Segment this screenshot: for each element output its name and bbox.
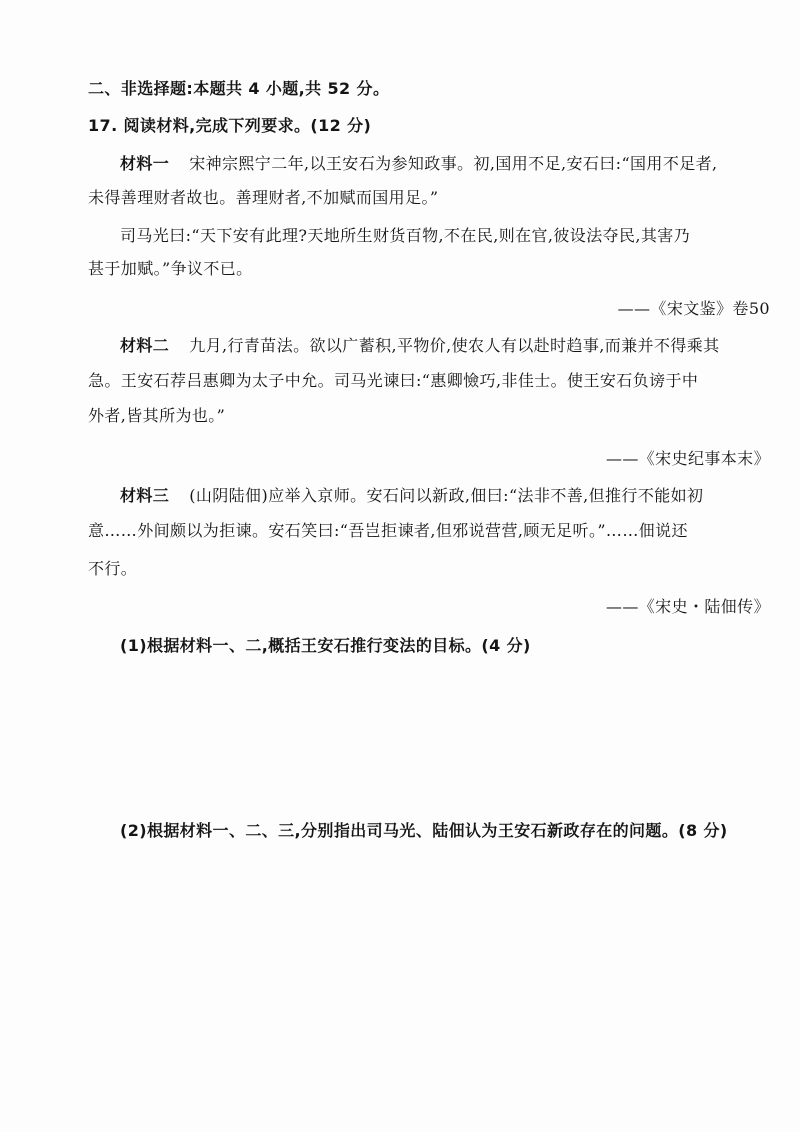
material-3-source: ——《宋史・陆佃传》 <box>605 597 770 616</box>
material-2-label: 材料二 <box>120 336 170 355</box>
material-3-line-2: 意……外间颇以为拒谏。安石笑曰:“吾岂拒谏者,但邪说营营,顾无足听。”……佃说还 <box>88 521 688 540</box>
material-1-source: ——《宋文鉴》卷50 <box>617 299 770 318</box>
material-2-line-1 <box>120 335 720 357</box>
answer-space-2 <box>88 850 768 1110</box>
question-17-title: 17. 阅读材料,完成下列要求。(12 分) <box>88 116 372 135</box>
material-2-source: ——《宋史纪事本末》 <box>605 449 770 468</box>
material-1-text-1: 宋神宗熙宁二年,以王安石为参知政事。初,国用不足,安石曰:“国用不足者, <box>189 154 718 173</box>
section-header: 二、非选择题:本题共 4 小题,共 52 分。 <box>88 79 390 98</box>
material-1-line-2: 未得善理财者故也。善理财者,不加赋而国用足。” <box>88 188 439 207</box>
material-2-text-1: 九月,行青苗法。欲以广蓄积,平物价,使农人有以赴时趋事,而兼并不得乘其 <box>189 336 720 355</box>
sub-question-1: (1)根据材料一、二,概括王安石推行变法的目标。(4 分) <box>120 636 531 655</box>
answer-space-1 <box>88 665 768 810</box>
material-1-line-1 <box>120 153 718 175</box>
material-1-line-4: 甚于加赋。”争议不已。 <box>88 259 253 278</box>
material-3-line-1 <box>120 485 703 507</box>
material-2-line-2: 急。王安石荐吕惠卿为太子中允。司马光谏曰:“惠卿憸巧,非佳士。使王安石负谤于中 <box>88 371 699 390</box>
material-1-label: 材料一 <box>120 154 170 173</box>
material-1-line-3: 司马光曰:“天下安有此理?天地所生财货百物,不在民,则在官,彼设法夺民,其害乃 <box>120 226 691 245</box>
sub-question-2: (2)根据材料一、二、三,分别指出司马光、陆佃认为王安石新政存在的问题。(8 分) <box>120 821 728 840</box>
material-3-label: 材料三 <box>120 486 170 505</box>
material-3-text-1: (山阴陆佃)应举入京师。安石问以新政,佃曰:“法非不善,但推行不能如初 <box>189 486 704 505</box>
material-2-line-3: 外者,皆其所为也。” <box>88 406 226 425</box>
material-3-line-3: 不行。 <box>88 559 138 578</box>
